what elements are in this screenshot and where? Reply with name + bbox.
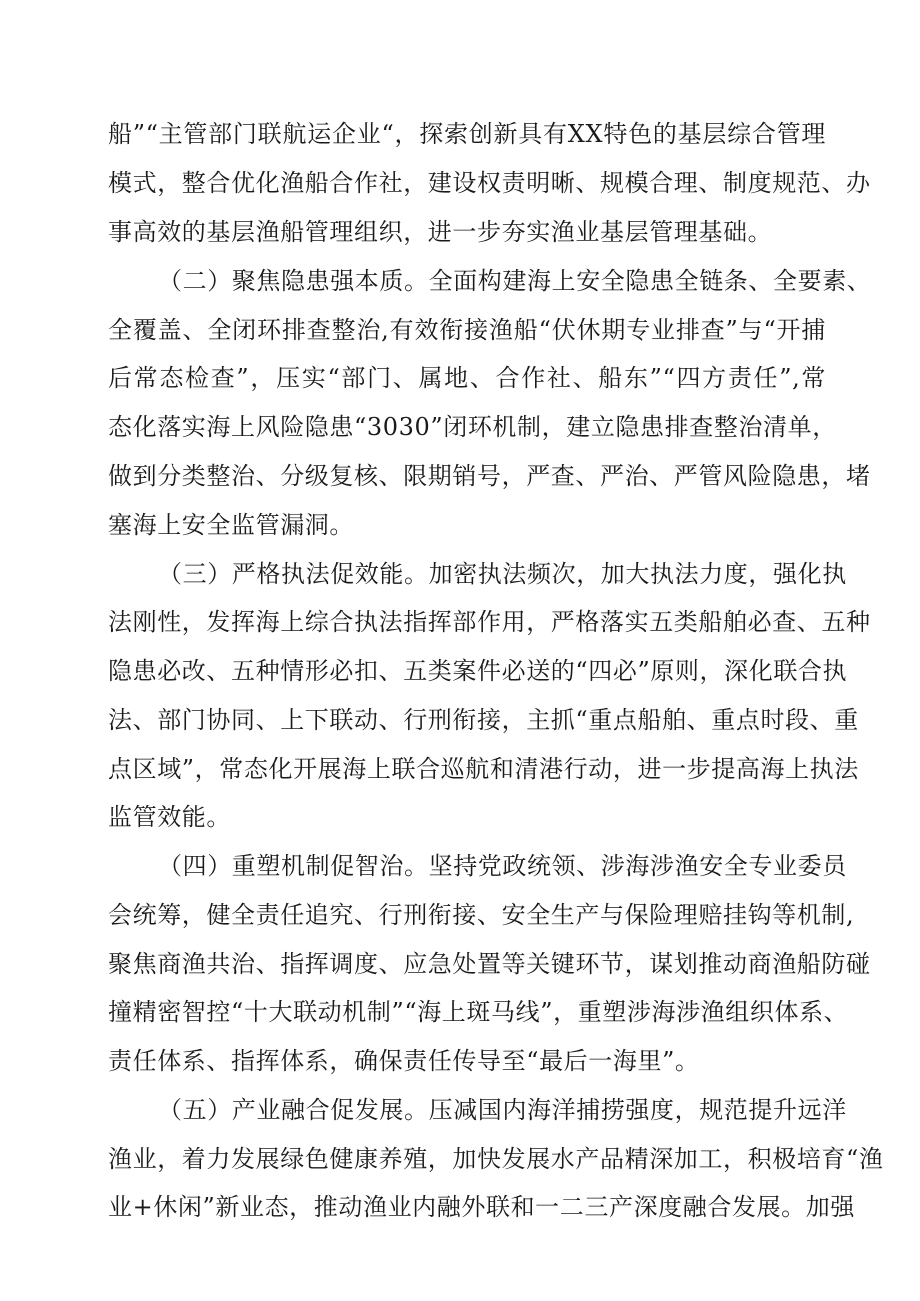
text-line: 撞精密智控“十大联动机制”“海上斑马线”，重塑涉海涉渔组织体系、: [108, 998, 849, 1026]
text-line: 模式，整合优化渔船合作社，建设权责明晰、规模合理、制度规范、办: [108, 169, 871, 197]
text-line: 做到分类整治、分级复核、限期销号，严查、严治、严管风险隐患，堵: [108, 462, 871, 490]
text-line: 聚焦商渔共治、指挥调度、应急处置等关键环节，谋划推动商渔船防碰: [108, 950, 871, 978]
text-line: 事高效的基层渔船管理组织，进一步夯实渔业基层管理基础。: [108, 218, 773, 246]
text-line: 业+休闲”新业态，推动渔业内融外联和一二三产深度融合发展。加强: [108, 1193, 855, 1221]
text-line: 点区域”，常态化开展海上联合巡航和清港行动，进一步提高海上执法: [108, 755, 859, 783]
text-line: 监管效能。: [108, 803, 231, 831]
text-line: 责任体系、指挥体系，确保责任传导至“最后一海里”。: [108, 1047, 700, 1075]
text-line: 法刚性，发挥海上综合执法指挥部作用，严格落实五类船舶必查、五种: [108, 608, 871, 636]
text-line: 塞海上安全监管漏洞。: [108, 511, 354, 539]
paragraph-heading-line: （三）严格执法促效能。加密执法频次，加大执法力度，强化执: [158, 560, 847, 588]
text-line: 船”“主管部门联航运企业“，探索创新具有XX特色的基层综合管理: [108, 120, 826, 148]
text-line: 法、部门协同、上下联动、行刑衔接，主抓“重点船舶、重点时段、重: [108, 706, 859, 734]
paragraph-heading-line: （四）重塑机制促智治。坚持党政统领、涉海涉渔安全专业委员: [158, 852, 847, 880]
paragraph-heading-line: （五）产业融合促发展。压减国内海洋捕捞强度，规范提升远洋: [158, 1096, 847, 1124]
text-line: 会统筹，健全责任追究、行刑衔接、安全生产与保险理赔挂钩等机制,: [108, 901, 855, 929]
paragraph-heading-line: （二）聚焦隐患强本质。全面构建海上安全隐患全链条、全要素、: [158, 267, 872, 295]
text-line: 隐患必改、五种情形必扣、五类案件必送的“四必”原则，深化联合执: [108, 657, 848, 685]
text-line: 态化落实海上风险隐患“3030”闭环机制，建立隐患排查整治清单，: [108, 413, 837, 441]
text-line: 后常态检查”，压实“部门、属地、合作社、船东”“四方责任”,常: [108, 364, 826, 392]
text-line: 渔业，着力发展绿色健康养殖，加快发展水产品精深加工，积极培育“渔: [108, 1145, 884, 1173]
text-line: 全覆盖、全闭环排查整治,有效衔接渔船“伏休期专业排查”与“开捕: [108, 316, 826, 344]
